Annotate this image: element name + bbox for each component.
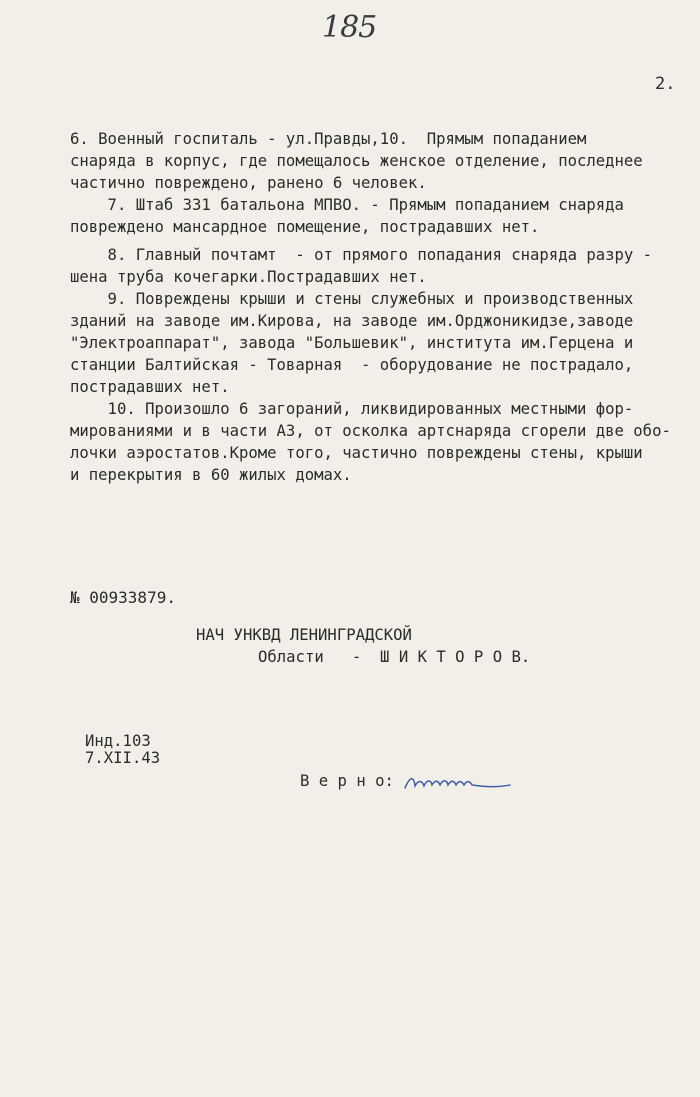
page-number: 2.	[655, 74, 676, 94]
signatory-title: НАЧ УНКВД ЛЕНИНГРАДСКОЙ	[196, 626, 412, 644]
text-line: пострадавших нет.	[70, 378, 230, 396]
text-line: 6. Военный госпиталь - ул.Правды,10. Прямым попаданием	[70, 130, 587, 148]
report-body	[70, 128, 700, 486]
text-line: лочки аэростатов.Кроме того, частично повреждены стены, крыши	[70, 444, 643, 462]
signatory-name: Области - Ш И К Т О Р О В.	[258, 648, 531, 666]
handwritten-archive-number: 185	[322, 10, 377, 45]
text-line: и перекрытия в 60 жилых домах.	[70, 466, 352, 484]
text-line: станции Балтийская - Товарная - оборудование не пострадало,	[70, 356, 634, 374]
index-date: 7.XII.43	[85, 749, 161, 767]
text-line: 7. Штаб 331 батальона МПВО. - Прямым попаданием снаряда	[70, 196, 624, 214]
text-line: снаряда в корпус, где помещалось женское отделение, последнее	[70, 152, 643, 170]
text-line: зданий на заводе им.Кирова, на заводе им.Орджоникидзе,заводе	[70, 312, 634, 330]
text-line: 9. Повреждены крыши и стены служебных и производственных	[70, 290, 634, 308]
index-number: Инд.103	[85, 732, 151, 750]
text-line: 10. Произошло 6 загораний, ликвидированных местными фор-	[70, 400, 634, 418]
handwritten-signature-icon	[400, 770, 515, 796]
text-line: 8. Главный почтамт - от прямого попадания снаряда разру -	[70, 246, 653, 264]
text-line: "Электроаппарат", завода "Большевик", института им.Герцена и	[70, 334, 634, 352]
text-line: повреждено мансардное помещение, пострадавших нет.	[70, 218, 540, 236]
text-line: шена труба кочегарки.Пострадавших нет.	[70, 268, 427, 286]
text-line: мированиями и в части АЗ, от осколка артснаряда сгорели две обо-	[70, 422, 671, 440]
verified-label: В е р н о:	[300, 772, 394, 790]
registration-number: № 00933879.	[70, 588, 176, 607]
text-line: частично повреждено, ранено 6 человек.	[70, 174, 427, 192]
